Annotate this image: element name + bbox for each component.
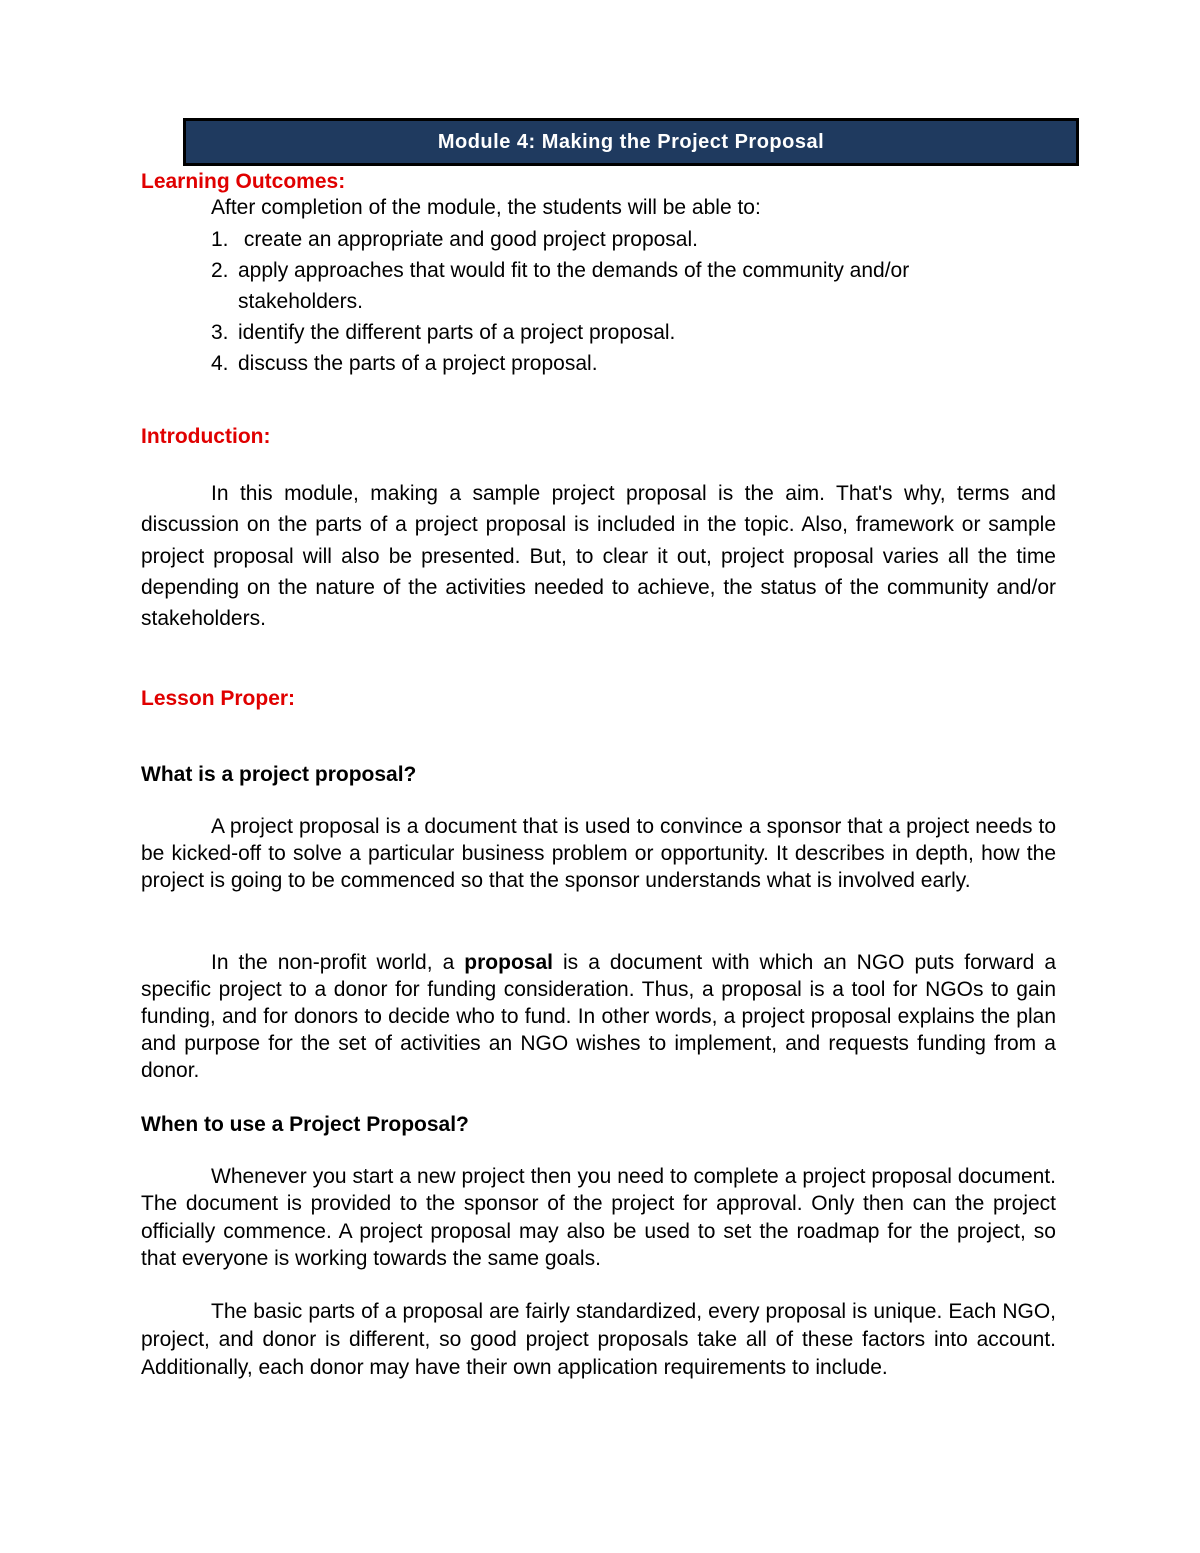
lesson-proper-heading: Lesson Proper: bbox=[141, 687, 296, 710]
what-is-project-proposal-heading: What is a project proposal? bbox=[141, 763, 417, 786]
list-item-text: identify the different parts of a project proposal. bbox=[238, 321, 676, 344]
learning-outcomes-list bbox=[211, 224, 1031, 379]
list-item-text: discuss the parts of a project proposal. bbox=[238, 352, 598, 375]
module-title-banner bbox=[183, 118, 1079, 166]
list-item bbox=[211, 224, 1031, 255]
what-paragraph-1: A project proposal is a document that is used to convince a sponsor that a project needs to be kicked-off to solve a particular business problem or opportunity. It describes in depth, how the project is going to be commenced so that the sponsor understands what is involved early. bbox=[141, 815, 1056, 892]
when-paragraph-2: The basic parts of a proposal are fairly standardized, every proposal is unique. Each NGO, project, and donor is different, so good project proposals take all of these factors into account. Additionally, each donor may have their own application requirements to include. bbox=[141, 1300, 1056, 1379]
introduction-heading: Introduction: bbox=[141, 425, 271, 448]
proposal-bold-term: proposal bbox=[464, 951, 553, 974]
what-paragraph-2-start: In the non-profit world, a bbox=[211, 951, 465, 974]
list-item-number: 3. bbox=[211, 321, 229, 344]
module-title: Module 4: Making the Project Proposal bbox=[437, 130, 825, 153]
list-item-number: 1. bbox=[211, 228, 229, 251]
when-to-use-heading: When to use a Project Proposal? bbox=[141, 1113, 469, 1136]
what-paragraph-2 bbox=[141, 949, 1056, 1084]
list-item-text: apply approaches that would fit to the demands of the community and/or stakeholders. bbox=[238, 259, 910, 313]
introduction-paragraph: In this module, making a sample project proposal is the aim. That's why, terms and discussion on the parts of a project proposal is included in the topic. Also, framework or sample project proposal will also be presented. But, to clear it out, project proposal varies all the time depending on the nature of the activities needed to achieve, the status of the community and/or stakeholders. bbox=[141, 482, 1056, 631]
list-item bbox=[211, 348, 1031, 379]
list-item bbox=[211, 255, 1031, 317]
list-item-text: create an appropriate and good project proposal. bbox=[238, 228, 698, 251]
what-paragraph-2-end: is a document with which an NGO puts forward a specific project to a donor for funding consideration. Thus, a proposal is a tool for NGOs to gain funding, and for donors to decide who to fund. In other words, a project proposal explains the plan and purpose for the set of activities an NGO wishes to implement, and requests funding from a donor. bbox=[141, 951, 1056, 1082]
list-item-number: 2. bbox=[211, 259, 229, 282]
list-item bbox=[211, 317, 1031, 348]
when-paragraph-1: Whenever you start a new project then you need to complete a project proposal document. The document is provided to the sponsor of the project for approval. Only then can the project officially commence. A project proposal may also be used to set the roadmap for the project, so that everyone is working towards the same goals. bbox=[141, 1165, 1056, 1270]
learning-outcomes-intro: After completion of the module, the students will be able to: bbox=[211, 196, 761, 219]
learning-outcomes-heading: Learning Outcomes: bbox=[141, 170, 346, 193]
list-item-number: 4. bbox=[211, 352, 229, 375]
